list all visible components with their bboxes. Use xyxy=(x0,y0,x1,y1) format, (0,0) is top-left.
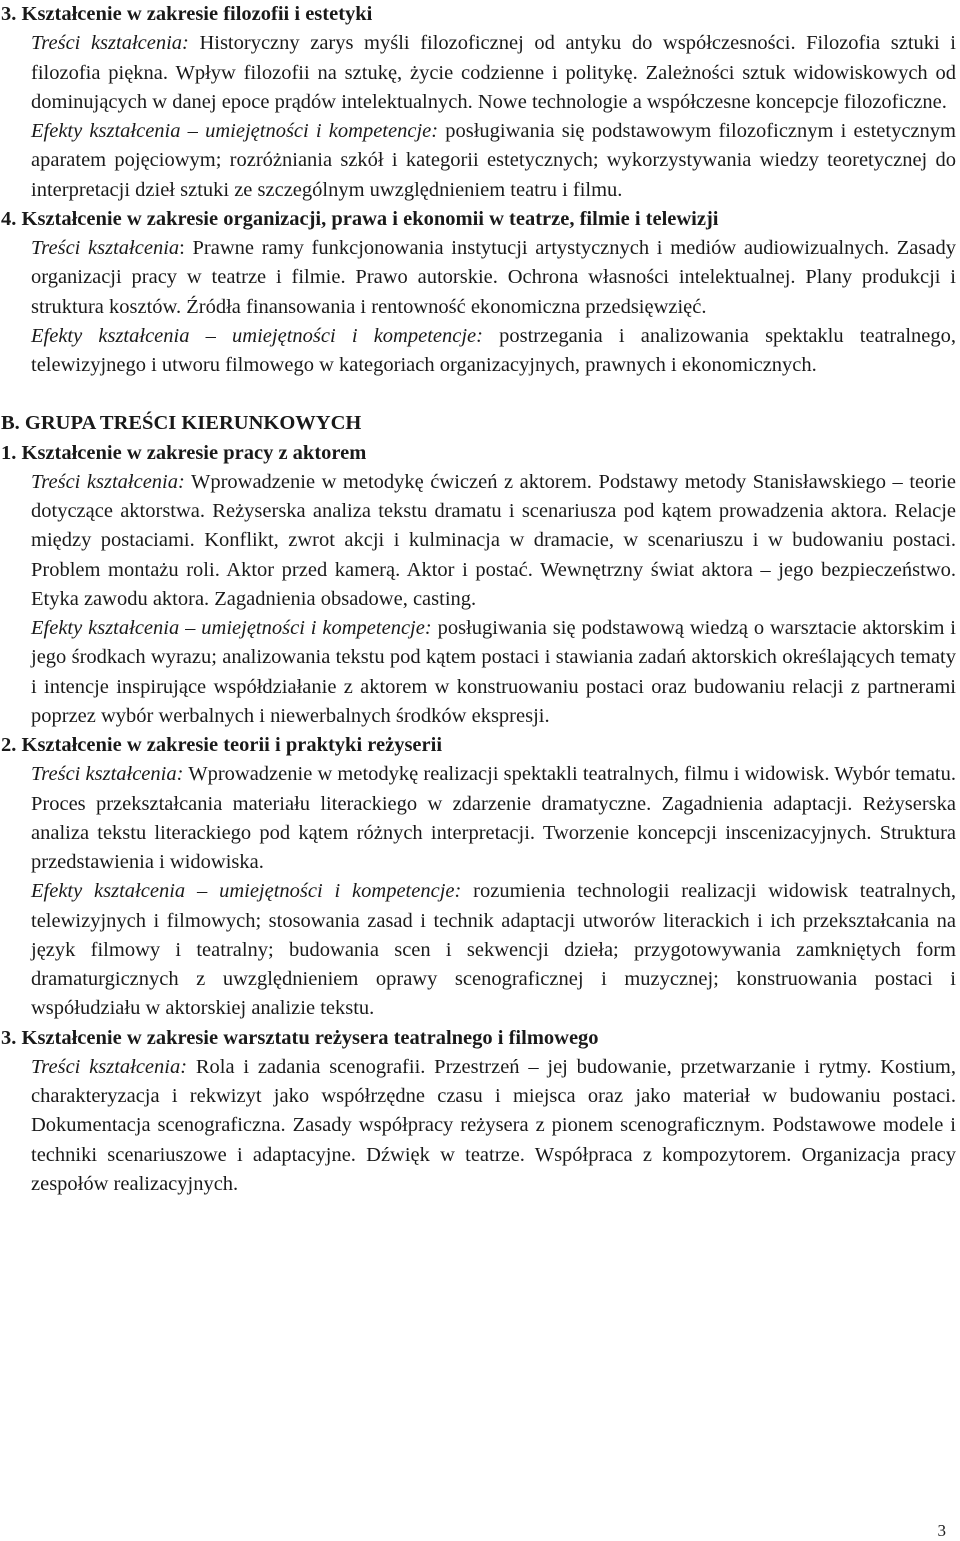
document-body xyxy=(1,0,956,1199)
section-outcomes-paragraph xyxy=(31,117,956,205)
tresci-label: Treści kształcenia: xyxy=(31,32,189,55)
section-content-paragraph xyxy=(31,1053,956,1199)
section-directing xyxy=(1,731,956,1024)
section-content-paragraph xyxy=(31,234,956,322)
section-actor-work xyxy=(1,439,956,732)
efekty-label: Efekty kształcenia – umiejętności i kompetencje: xyxy=(31,617,432,639)
tresci-label: Treści kształcenia xyxy=(31,237,180,259)
tresci-text: Historyczny zarys myśli filozoficznej od antyku do współczesności. Filozofia sztuki i filozofia piękna. Wpływ filozofii na sztukę, życie codzienne i politykę. Zależności sztuk widowiskowych od dominujących w danej epoce prądów intelektualnych. Nowe technologie a współczesne koncepcje filozoficzne. xyxy=(31,32,956,113)
section-heading: 1. Kształcenie w zakresie pracy z aktorem xyxy=(1,441,367,464)
section-content-paragraph xyxy=(31,760,956,877)
section-content-paragraph xyxy=(31,29,956,117)
page-number: 3 xyxy=(937,1521,946,1540)
tresci-text: Wprowadzenie w metodykę ćwiczeń z aktorem. Podstawy metody Stanisławskiego – teorie dotyczące aktorstwa. Reżyserska analiza tekstu dramatu i scenariusza pod kątem prowadzenia aktora. Relacje między postaciami. Konflikt, zwrot akcji i kulminacja w dramacie, w scenariuszu i w budowaniu postaci. Problem montażu roli. Aktor przed kamerą. Aktor i postać. Wewnętrzny świat aktora – jego bezpieczeństwo. Etyka zawodu aktora. Zagadnienia obsadowe, casting. xyxy=(31,470,956,610)
section-heading: 3. Kształcenie w zakresie filozofii i estetyki xyxy=(1,3,373,25)
section-heading: 4. Kształcenie w zakresie organizacji, prawa i ekonomii w teatrze, filmie i telewizji xyxy=(1,207,719,230)
tresci-text: : Prawne ramy funkcjonowania instytucji artystycznych i mediów audiowizualnych. Zasady organizacji pracy w teatrze i filmie. Prawo autorskie. Ochrona własności intelektualnej. Plany produkcji i struktura kosztów. Źródła finansowania i rentowność ekonomiczna przedsięwzięć. xyxy=(31,237,956,318)
group-heading: B. GRUPA TREŚCI KIERUNKOWYCH xyxy=(1,412,362,435)
tresci-label: Treści kształcenia: xyxy=(31,763,184,786)
section-heading: 2. Kształcenie w zakresie teorii i praktyki reżyserii xyxy=(1,734,443,756)
section-outcomes-paragraph xyxy=(31,322,956,381)
tresci-label: Treści kształcenia: xyxy=(31,1055,188,1078)
efekty-label: Efekty kształcenia – umiejętności i kompetencje: xyxy=(31,120,439,142)
tresci-text: Wprowadzenie w metodykę realizacji spektakli teatralnych, filmu i widowisk. Wybór tematu. Proces przekształcania materiału literackiego w zdarzenie dramatyczne. Zagadnienia adaptacji. Reżyserska analiza tekstu literackiego pod kątem różnych interpretacji. Tworzenie koncepcji inscenizacyjnych. Struktura przedstawienia i widowiska. xyxy=(31,763,956,873)
efekty-label: Efekty kształcenia – umiejętności i kompetencje: xyxy=(31,880,462,903)
section-content-paragraph xyxy=(31,468,956,614)
efekty-text: postrzegania i analizowania spektaklu teatralnego, telewizyjnego i utworu filmowego w kategoriach organizacyjnych, prawnych i ekonomicznych. xyxy=(31,324,956,376)
section-director-workshop xyxy=(1,1024,956,1200)
efekty-text: posługiwania się podstawowym filozoficznym i estetycznym aparatem pojęciowym; rozróżniania szkół i kategorii estetycznych; wykorzystywania wiedzy teoretycznej do interpretacji dzieł sztuki ze szczególnym uwzględnieniem teatru i filmu. xyxy=(31,120,956,201)
section-philosophy xyxy=(1,0,956,205)
section-outcomes-paragraph xyxy=(31,614,956,731)
tresci-text: Rola i zadania scenografii. Przestrzeń – jej budowanie, przetwarzanie i rytmy. Kostium, charakteryzacja i rekwizyt jako współrzędne czasu i miejsca oraz jako materiał w budowaniu postaci. Dokumentacja scenograficzna. Zasady współpracy reżysera z pionem scenograficznym. Podstawowe modele i techniki scenariuszowe i adaptacyjne. Dźwięk w teatrze. Współpraca z kompozytorem. Organizacja pracy zespołów realizacyjnych. xyxy=(31,1055,956,1195)
efekty-text: rozumienia technologii realizacji widowisk teatralnych, telewizyjnych i filmowych; stosowania zasad i technik adaptacji utworów literackich i ich przekształcania na język filmowy i teatralny; budowania scen i sekwencji dzieła; przygotowywania zamkniętych form dramaturgicznych z uwzględnieniem oprawy scenograficznej i muzycznej; konstruowania postaci i współudziału w aktorskiej analizie tekstu. xyxy=(31,880,956,1020)
section-heading: 3. Kształcenie w zakresie warsztatu reżysera teatralnego i filmowego xyxy=(1,1026,599,1049)
section-outcomes-paragraph xyxy=(31,877,956,1023)
efekty-text: posługiwania się podstawową wiedzą o warsztacie aktorskim i jego środkach wyrazu; analizowania tekstu pod kątem postaci i stawiania zadań aktorskich określających tematy i intencje inspirujące współdziałanie z aktorem w konstruowaniu postaci oraz budowaniu relacji z partnerami poprzez wybór werbalnych i niewerbalnych środków ekspresji. xyxy=(31,617,956,727)
section-organization xyxy=(1,205,956,381)
efekty-label: Efekty kształcenia – umiejętności i kompetencje: xyxy=(31,324,483,347)
tresci-label: Treści kształcenia: xyxy=(31,470,185,493)
